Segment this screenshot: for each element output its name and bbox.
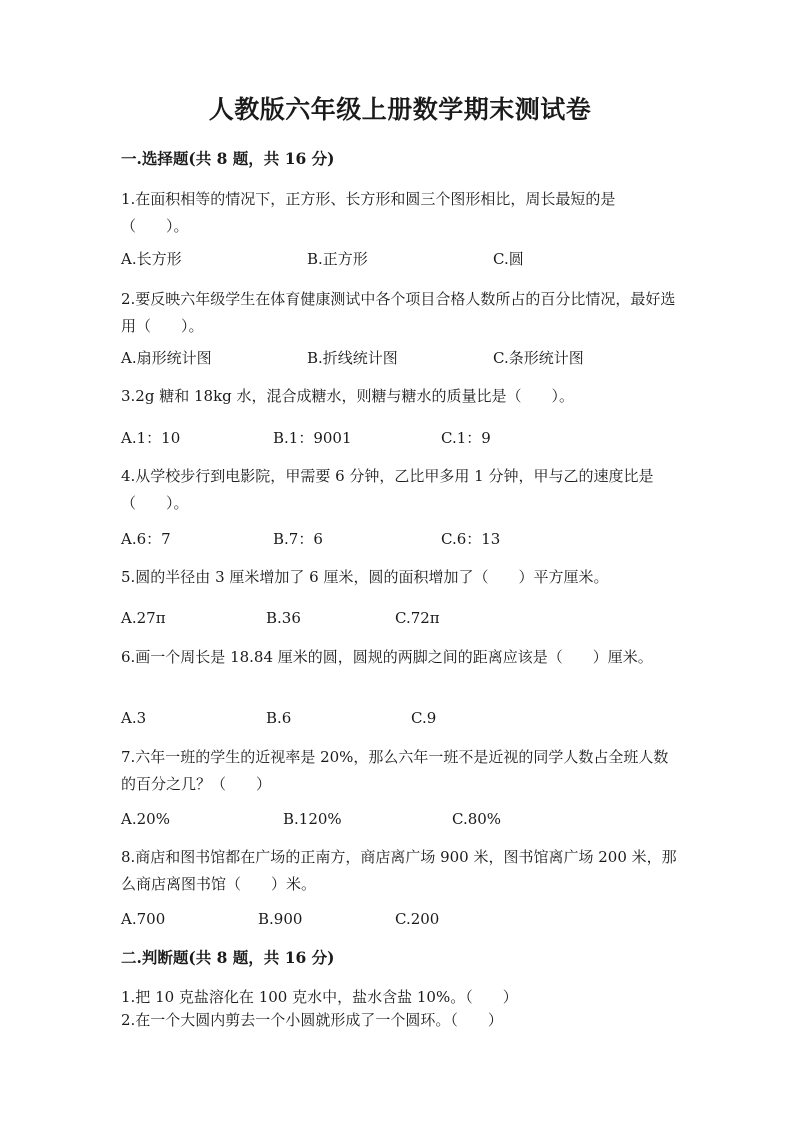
question-5: 5.圆的半径由 3 厘米增加了 6 厘米，圆的面积增加了（ ）平方厘米。 — [121, 568, 609, 586]
question-4-option-c: C.6：13 — [441, 530, 501, 548]
question-3-option-c: C.1：9 — [441, 429, 491, 447]
question-8-option-b: B.900 — [258, 910, 303, 928]
question-6: 6.画一个周长是 18.84 厘米的圆，圆规的两脚之间的距离应该是（ ）厘米。 — [121, 648, 653, 666]
question-4-option-a: A.6：7 — [121, 530, 171, 548]
question-2: 2.要反映六年级学生在体育健康测试中各个项目合格人数所占的百分比情况，最好选用（ ）。 — [121, 290, 676, 335]
section-heading-judgement: 二.判断题(共 8 题，共 16 分) — [121, 948, 335, 967]
question-2-option-a: A.扇形统计图 — [121, 349, 212, 367]
question-7-option-b: B.120% — [283, 810, 342, 828]
question-2-option-b: B.折线统计图 — [307, 349, 398, 367]
question-1-option-b: B.正方形 — [307, 250, 368, 268]
page-title: 人教版六年级上册数学期末测试卷 — [208, 95, 592, 124]
question-3: 3.2g 糖和 18kg 水，混合成糖水，则糖与糖水的质量比是（ ）。 — [121, 387, 575, 405]
section-heading-choice: 一.选择题(共 8 题，共 16 分) — [121, 149, 335, 168]
question-3-option-a: A.1：10 — [121, 429, 181, 447]
question-8-option-a: A.700 — [121, 910, 166, 928]
question-7-option-a: A.20% — [121, 810, 170, 828]
question-6-option-a: A.3 — [121, 709, 147, 727]
question-2-option-c: C.条形统计图 — [493, 349, 584, 367]
question-1-option-c: C.圆 — [493, 250, 524, 268]
question-8-option-c: C.200 — [395, 910, 440, 928]
question-4: 4.从学校步行到电影院，甲需要 6 分钟，乙比甲多用 1 分钟，甲与乙的速度比是（ ）。 — [121, 467, 654, 512]
question-3-option-b: B.1：9001 — [273, 429, 352, 447]
question-4-option-b: B.7：6 — [273, 530, 323, 548]
question-5-option-b: B.36 — [266, 609, 301, 627]
question-7: 7.六年一班的学生的近视率是 20%，那么六年一班不是近视的同学人数占全班人数的百分之几？（ ） — [121, 748, 669, 793]
question-1-option-a: A.长方形 — [121, 250, 182, 268]
question-6-option-b: B.6 — [266, 709, 292, 727]
question-1: 1.在面积相等的情况下，正方形、长方形和圆三个图形相比，周长最短的是（ ）。 — [121, 190, 616, 235]
question-7-option-c: C.80% — [452, 810, 502, 828]
question-8: 8.商店和图书馆都在广场的正南方，商店离广场 900 米，图书馆离广场 200 米，那么商店离图书馆（ ）米。 — [121, 848, 677, 893]
question-6-option-c: C.9 — [411, 709, 437, 727]
question-5-option-a: A.27π — [121, 609, 166, 627]
judgement-item-2: 2.在一个大圆内剪去一个小圆就形成了一个圆环。（ ） — [121, 1011, 503, 1029]
question-5-option-c: C.72π — [395, 609, 440, 627]
judgement-item-1: 1.把 10 克盐溶化在 100 克水中，盐水含盐 10%。（ ） — [121, 988, 518, 1006]
